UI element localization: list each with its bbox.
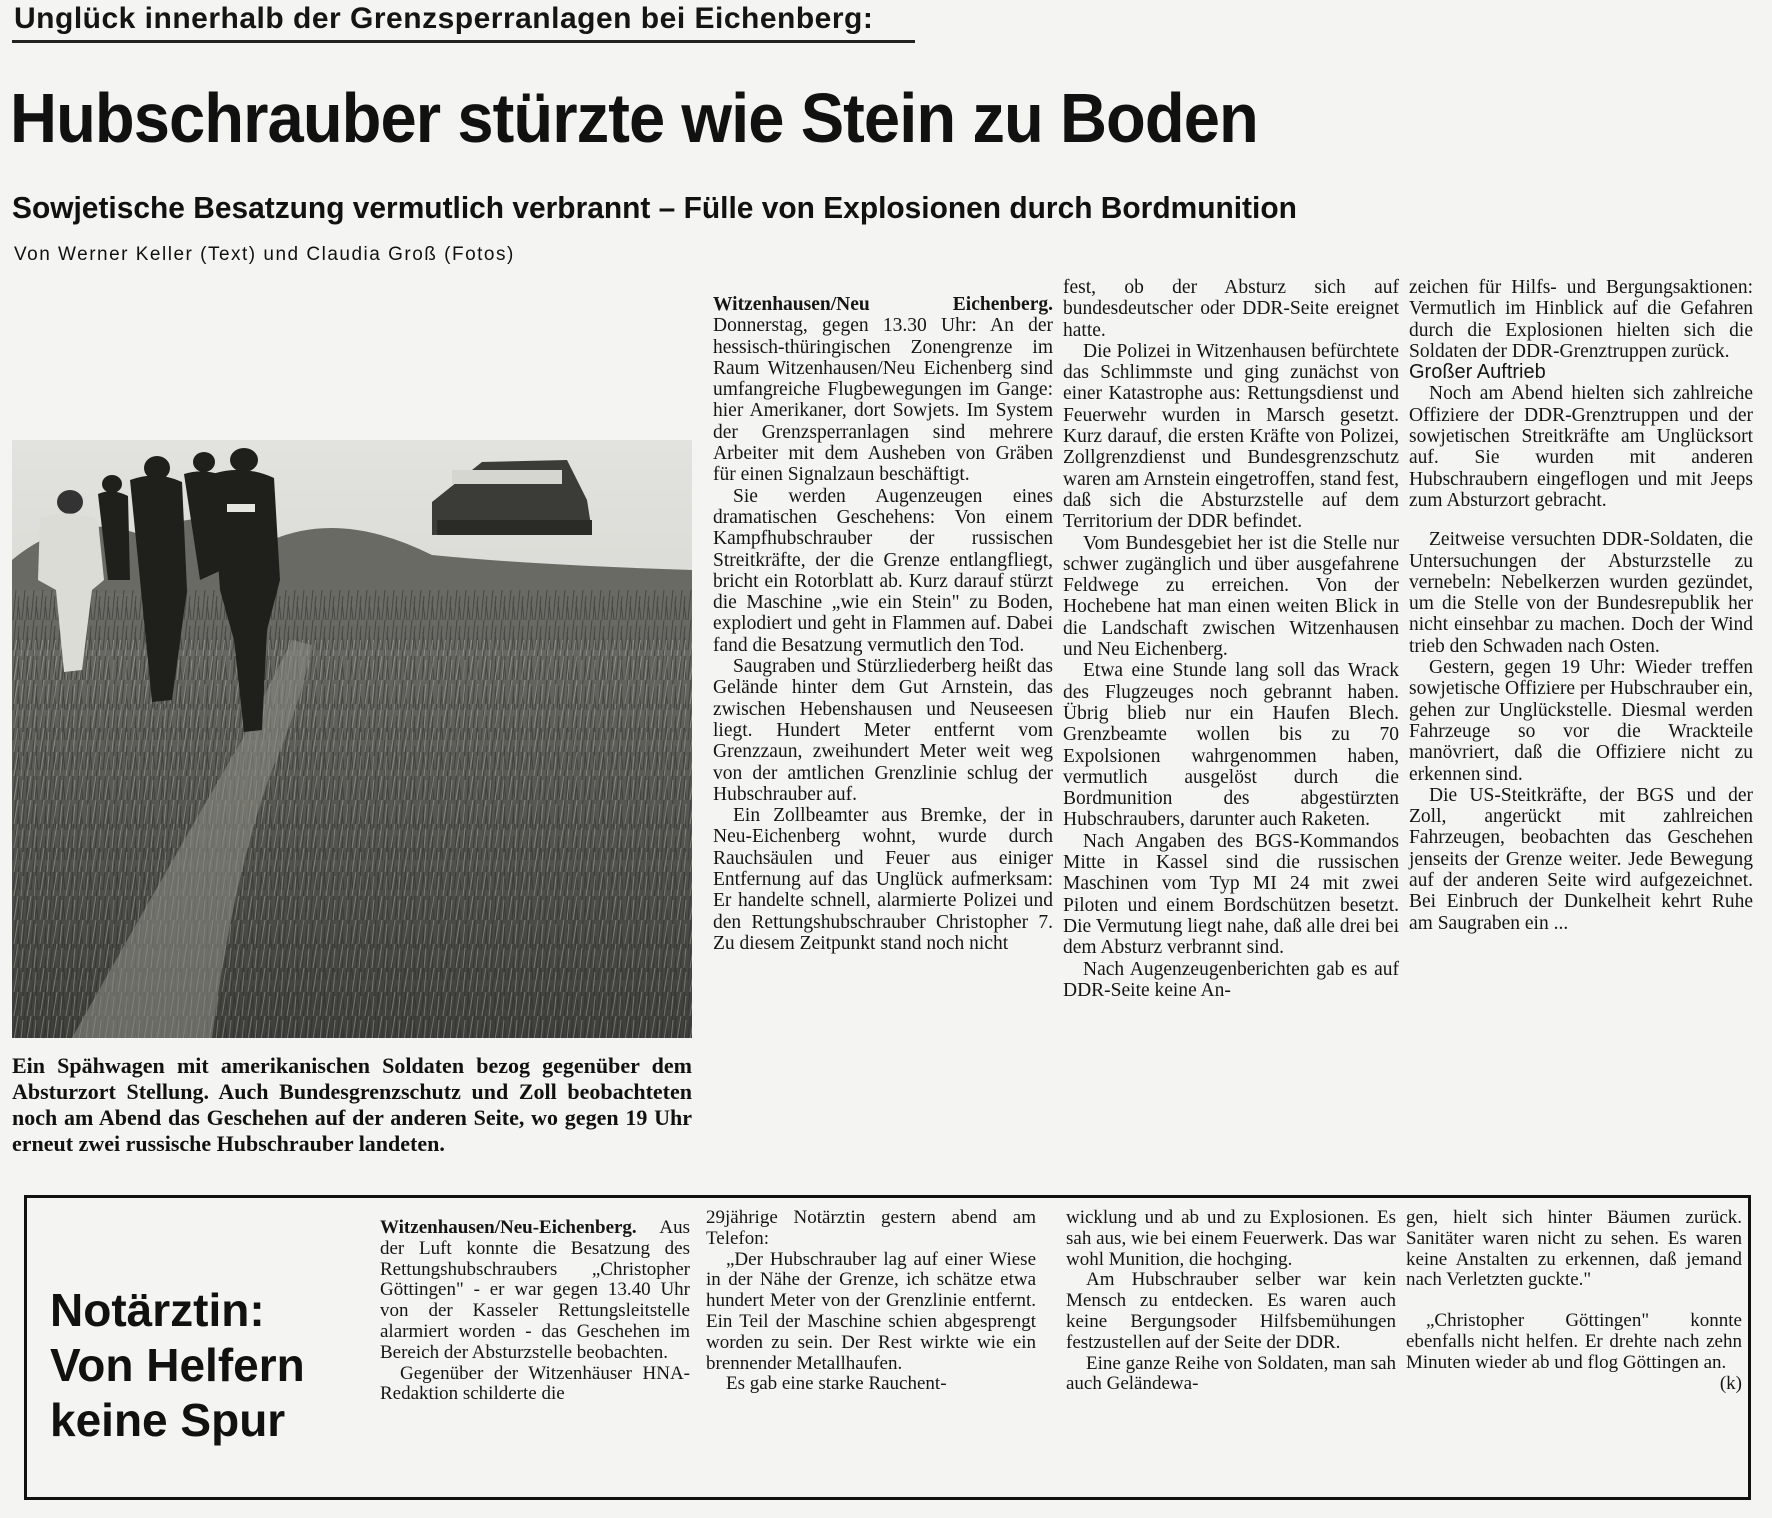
dateline: Witzenhausen/Neu-Eichenberg. <box>380 1217 637 1238</box>
vehicle-silhouette <box>432 460 592 535</box>
paragraph: Gegenüber der Witzenhäuser HNA-Redaktion schilderte die <box>380 1362 690 1405</box>
paragraph: Vom Bundesgebiet her ist die Stelle nur schwer zugänglich und über ausgefahrene Feldwege zu erreichen. Von der Hochebene hat man einen weiten Blick in die Landschaft zwischen Witzenhausen und Neu Eichenberg. <box>1063 532 1399 661</box>
paragraph: Die US-Steitkräfte, der BGS und der Zoll, angerückt mit zahlreichen Fahrzeugen, beobachten das Geschehen jenseits der Grenze weiter. Jede Bewegung auf der anderen Seite wird aufgezeichnet. Bei Einbruch der Dunkelheit kehrt Ruhe am Saugraben ein ... <box>1409 784 1753 934</box>
sidebar-column-4 <box>1406 1208 1742 1394</box>
paragraph: fest, ob der Absturz sich auf bundesdeutscher oder DDR-Seite ereignet hatte. <box>1063 277 1399 341</box>
paragraph: Donnerstag, gegen 13.30 Uhr: An der hessisch-thüringischen Zonengrenze im Raum Witzenhausen/Neu Eichenberg sind umfangreiche Flugbewegungen im Gange: hier Amerikaner, dort Sowjets. Im System der Grenzsperranlagen sind mehrere Arbeiter mit dem Ausheben von Gräben für einen Signalzaun beschäftigt. <box>713 315 1053 486</box>
paragraph: Zeitweise versuchten DDR-Soldaten, die Untersuchungen der Absturzstelle zu vernebeln: Nebelkerzen wurden gezündet, um die Stelle von der Bundesrepublik her nicht einsehbar zu machen. Doch der Wind trieb den Schwaden nach Osten. <box>1409 529 1753 657</box>
paragraph: Nach Augenzeugenberichten gab es auf DDR-Seite keine An- <box>1063 958 1399 1001</box>
paragraph: 29jährige Notärztin gestern abend am Telefon: <box>706 1207 1036 1249</box>
paragraph: Die Polizei in Witzenhausen befürchtete das Schlimmste und ging zunächst von einer Katastrophe aus: Rettungsdienst und Feuerwehr wurden in Marsch gesetzt. Kurz darauf, die ersten Kräfte von Polizei, Zollgrenzdienst und Bundesgrenzschutz waren am Arnstein eingetroffen, stand fest, daß sich die Absturzstelle auf dem Territorium der DDR befindet. <box>1063 340 1399 533</box>
paragraph: gen, hielt sich hinter Bäumen zurück. Sanitäter waren nicht zu sehen. Es waren keine Anstalten zu erkennen, daß jemand nach Verletzten guckte." <box>1406 1207 1742 1291</box>
title-line: Von Helfern <box>50 1339 305 1391</box>
paragraph: Sie werden Augenzeugen eines dramatischen Geschehens: Von einem Kampfhubschrauber der russischen Streitkräfte, der die Grenze entlangfliegt, bricht ein Rotorblatt ab. Kurz darauf stürzt die Maschine „wie ein Stein" zu Boden, explodiert und geht in Flammen auf. Dabei fand die Besatzung vermutlich den Tod. <box>713 485 1053 656</box>
kicker-underline <box>12 40 915 43</box>
article-column-3 <box>1409 277 1753 934</box>
subheadline: Sowjetische Besatzung vermutlich verbrannt – Fülle von Explosionen durch Bordmunition <box>12 190 1297 225</box>
photo-caption: Ein Spähwagen mit amerikanischen Soldaten bezog gegenüber dem Absturzort Stellung. Auch Bundesgrenzschutz und Zoll beobachteten noch am Abend das Geschehen auf der anderen Seite, wo gegen 19 Uhr erneut zwei russische Hubschrauber landeten. <box>12 1053 692 1156</box>
sidebar-column-1 <box>380 1218 690 1405</box>
paragraph: Noch am Abend hielten sich zahlreiche Offiziere der DDR-Grenztruppen und der sowjetischen Streitkräfte am Unglücksort auf. Sie wurden mit anderen Hubschraubern eingeflogen und mit Jeeps zum Absturzort gebracht. <box>1409 383 1753 511</box>
news-photo <box>12 440 692 1038</box>
paragraph: Etwa eine Stunde lang soll das Wrack des Flugzeuges noch gebrannt haben. Übrig blieb nur ein Haufen Blech. Grenzbeamte wollen bis zu 70 Expolsionen wahrgenommen haben, vermutlich ausgelöst durch die Bordmunition des abgestürzten Hubschraubers, darunter auch Raketen. <box>1063 660 1399 831</box>
dateline: Witzenhausen/Neu Eichenberg. <box>713 294 1053 315</box>
title-line: keine Spur <box>50 1394 286 1446</box>
paragraph: „Christopher Göttingen" konnte ebenfalls nicht helfen. Er drehte nach zehn Minuten wieder ab und flog Göttingen an. <box>1406 1310 1742 1373</box>
paragraph: Ein Zollbeamter aus Bremke, der in Neu-Eichenberg wohnt, wurde durch Rauchsäulen und Feuer aus einiger Entfernung auf das Unglück aufmerksam: Er handelte schnell, alarmierte Polizei und den Rettungshubschrauber Christopher 7. Zu diesem Zeitpunkt stand noch nicht <box>713 805 1053 954</box>
paragraph: zeichen für Hilfs- und Bergungsaktionen: Vermutlich im Hinblick auf die Gefahren durch die Explosionen hielten sich die Soldaten der DDR-Grenztruppen zurück. <box>1409 277 1753 362</box>
paragraph: Saugraben und Stürzliederberg heißt das Gelände hinter dem Gut Arnstein, das zwischen Hebenshausen und Neuseesen liegt. Hundert Meter entfernt vom Grenzzaun, zweihundert Meter weit weg von der amtlichen Grenzlinie schlug der Hubschrauber auf. <box>713 656 1053 805</box>
paragraph: Es gab eine starke Rauchent- <box>726 1373 947 1395</box>
byline: Von Werner Keller (Text) und Claudia Groß (Fotos) <box>14 244 515 265</box>
sidebar-column-3 <box>1066 1208 1396 1395</box>
paragraph: Am Hubschrauber selber war kein Mensch zu entdecken. Es waren auch keine Bergungsoder Hilfsbemühungen festzustellen auf der Seite der DDR. <box>1066 1269 1396 1353</box>
headline: Hubschrauber stürzte wie Stein zu Boden <box>10 79 1258 157</box>
photo-field-scene <box>12 440 692 1038</box>
paragraph: Eine ganze Reihe von Soldaten, man sah auch Geländewa- <box>1066 1352 1396 1395</box>
paragraph: Nach Angaben des BGS-Kommandos Mitte in Kassel sind die russischen Maschinen vom Typ MI 24 mit zwei Piloten und einem Bordschützen besetzt. Die Vermutung liegt nahe, daß alle drei bei dem Absturz verbrannt sind. <box>1063 830 1399 959</box>
kicker-line: Unglück innerhalb der Grenzsperranlagen bei Eichenberg: <box>14 2 874 35</box>
article-column-1 <box>713 294 1053 954</box>
title-line: Notärztin: <box>50 1284 265 1336</box>
paragraph: Aus der Luft konnte die Besatzung des Rettungshubschraubers „Christopher Göttingen" - er war gegen 13.40 Uhr von der Kasseler Rettungsleitstelle alarmiert worden - das Geschehen im Bereich der Absturzstelle beobachten. <box>380 1217 690 1363</box>
paragraph: Gestern, gegen 19 Uhr: Wieder treffen sowjetische Offiziere per Hubschrauber ein, gehen zur Unglückstelle. Diesmal werden Fahrzeuge so vor die Wrackteile manövriert, daß die Offiziere nicht zu erkennen sind. <box>1409 657 1753 785</box>
author-signature: (k) <box>1719 1372 1742 1394</box>
paragraph: wicklung und ab und zu Explosionen. Es sah aus, wie bei einem Feuerwerk. Das war wohl Munition, die hochging. <box>1066 1207 1396 1270</box>
sidebar-column-2 <box>706 1208 1036 1395</box>
section-subheading: Großer Auftrieb <box>1409 361 1546 384</box>
sidebar-story-title <box>50 1283 330 1448</box>
paragraph: „Der Hubschrauber lag auf einer Wiese in der Nähe der Grenze, ich schätze etwa hundert Meter von der Grenzlinie entfernt. Ein Teil der Maschine schien abgesprengt worden zu sein. Der Rest wirkte wie ein brennender Metallhaufen. <box>706 1248 1036 1374</box>
article-column-2 <box>1063 277 1399 1001</box>
